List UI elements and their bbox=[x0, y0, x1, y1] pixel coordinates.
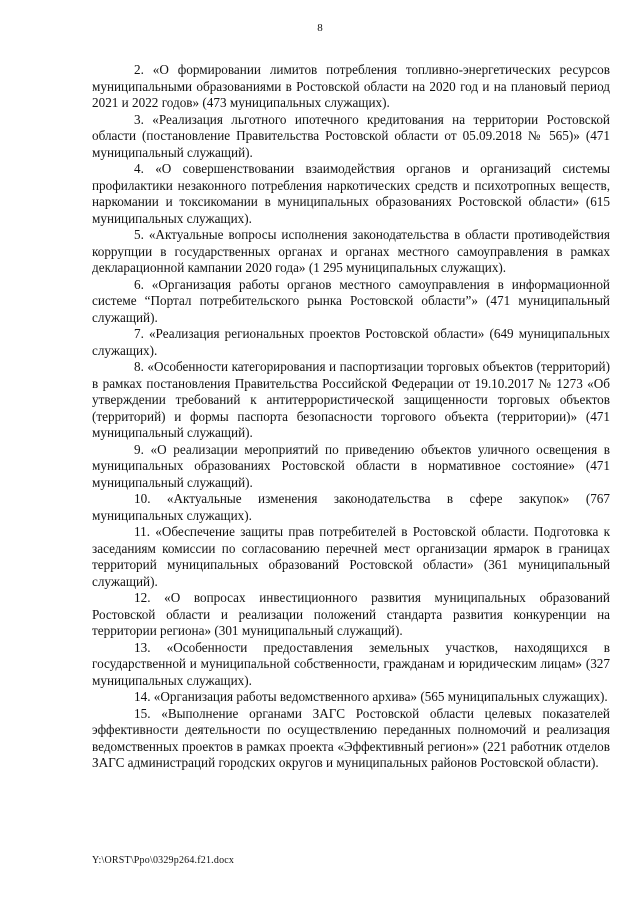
list-item-13: 13. «Особенности предоставления земельных участков, находящихся в государственной и муниципальной собственности, гражданам и юридическим лицам» (327 муниципальных служащих). bbox=[92, 639, 610, 688]
list-item-15: 15. «Выполнение органами ЗАГС Ростовской области целевых показателей эффективности деятельности по осуществлению переданных полномочий и реализация ведомственных проектов в рамках проекта «Эффективный регион»» (221 работник отделов ЗАГС администраций городских округов и муниципальных районов Ростовской области). bbox=[92, 705, 610, 770]
footer-file-path: Y:\ORST\Ppo\0329p264.f21.docx bbox=[92, 855, 235, 866]
list-item-14: 14. «Организация работы ведомственного архива» (565 муниципальных служащих). bbox=[134, 689, 608, 704]
list-item-12: 12. «О вопросах инвестиционного развития муниципальных образований Ростовской области и реализации положений стандарта развития конкуренции на территории региона» (301 муниципальный служащий). bbox=[92, 590, 610, 638]
list-item-6: 6. «Организация работы органов местного самоуправления в информационной системе “Портал потребительского рынка Ростовской области”» (471 муниципальный служащий). bbox=[92, 276, 610, 325]
list-item-4: 4. «О совершенствовании взаимодействия органов и организаций системы профилактики незаконного потребления наркотических средств и психотропных веществ, наркомании и токсикомании в муниципальных образованиях Ростовской области» (615 муниципальных служащих). bbox=[92, 161, 610, 226]
page-number: 8 bbox=[317, 22, 323, 34]
list-item-8: 8. «Особенности категорирования и паспортизации торговых объектов (территорий) в рамках постановления Правительства Российской Федерации от 19.10.2017 № 1273 «Об утверждении требований к антитеррористической защищенности торговых объектов (территорий) и формы паспорта безопасности торгового объекта (территории)» (471 муниципальный служащий). bbox=[92, 359, 610, 440]
list-item-2: 2. «О формировании лимитов потребления топливно-энергетических ресурсов муниципальными образованиями в Ростовской области на 2020 год и на плановый период 2021 и 2022 годов» (473 муниципальных служащих). bbox=[92, 62, 610, 110]
list-item-11: 11. «Обеспечение защиты прав потребителей в Ростовской области. Подготовка к заседаниям комиссии по согласованию перечней мест организации ярмарок в границах территорий муниципальных образований Ростовской области» (361 муниципальный служащий). bbox=[92, 524, 610, 589]
list-item-3: 3. «Реализация льготного ипотечного кредитования на территории Ростовской области (постановление Правительства Ростовской области от 05.09.2018 № 565)» (471 муниципальный служащий). bbox=[92, 111, 610, 160]
list-item-5: 5. «Актуальные вопросы исполнения законодательства в области противодействия коррупции в государственных органах и органах местного самоуправления в рамках декларационной кампании 2020 года» (1 295 муниципальных служащих). bbox=[92, 227, 610, 275]
document-body bbox=[92, 62, 610, 772]
list-item-7: 7. «Реализация региональных проектов Ростовской области» (649 муниципальных служащих). bbox=[92, 326, 610, 358]
list-item-9: 9. «О реализации мероприятий по приведению объектов уличного освещения в муниципальных образованиях Ростовской области в нормативное состояние» (471 муниципальный служащий). bbox=[92, 441, 610, 490]
list-item-10: 10. «Актуальные изменения законодательства в сфере закупок» (767 муниципальных служащих). bbox=[92, 491, 610, 523]
